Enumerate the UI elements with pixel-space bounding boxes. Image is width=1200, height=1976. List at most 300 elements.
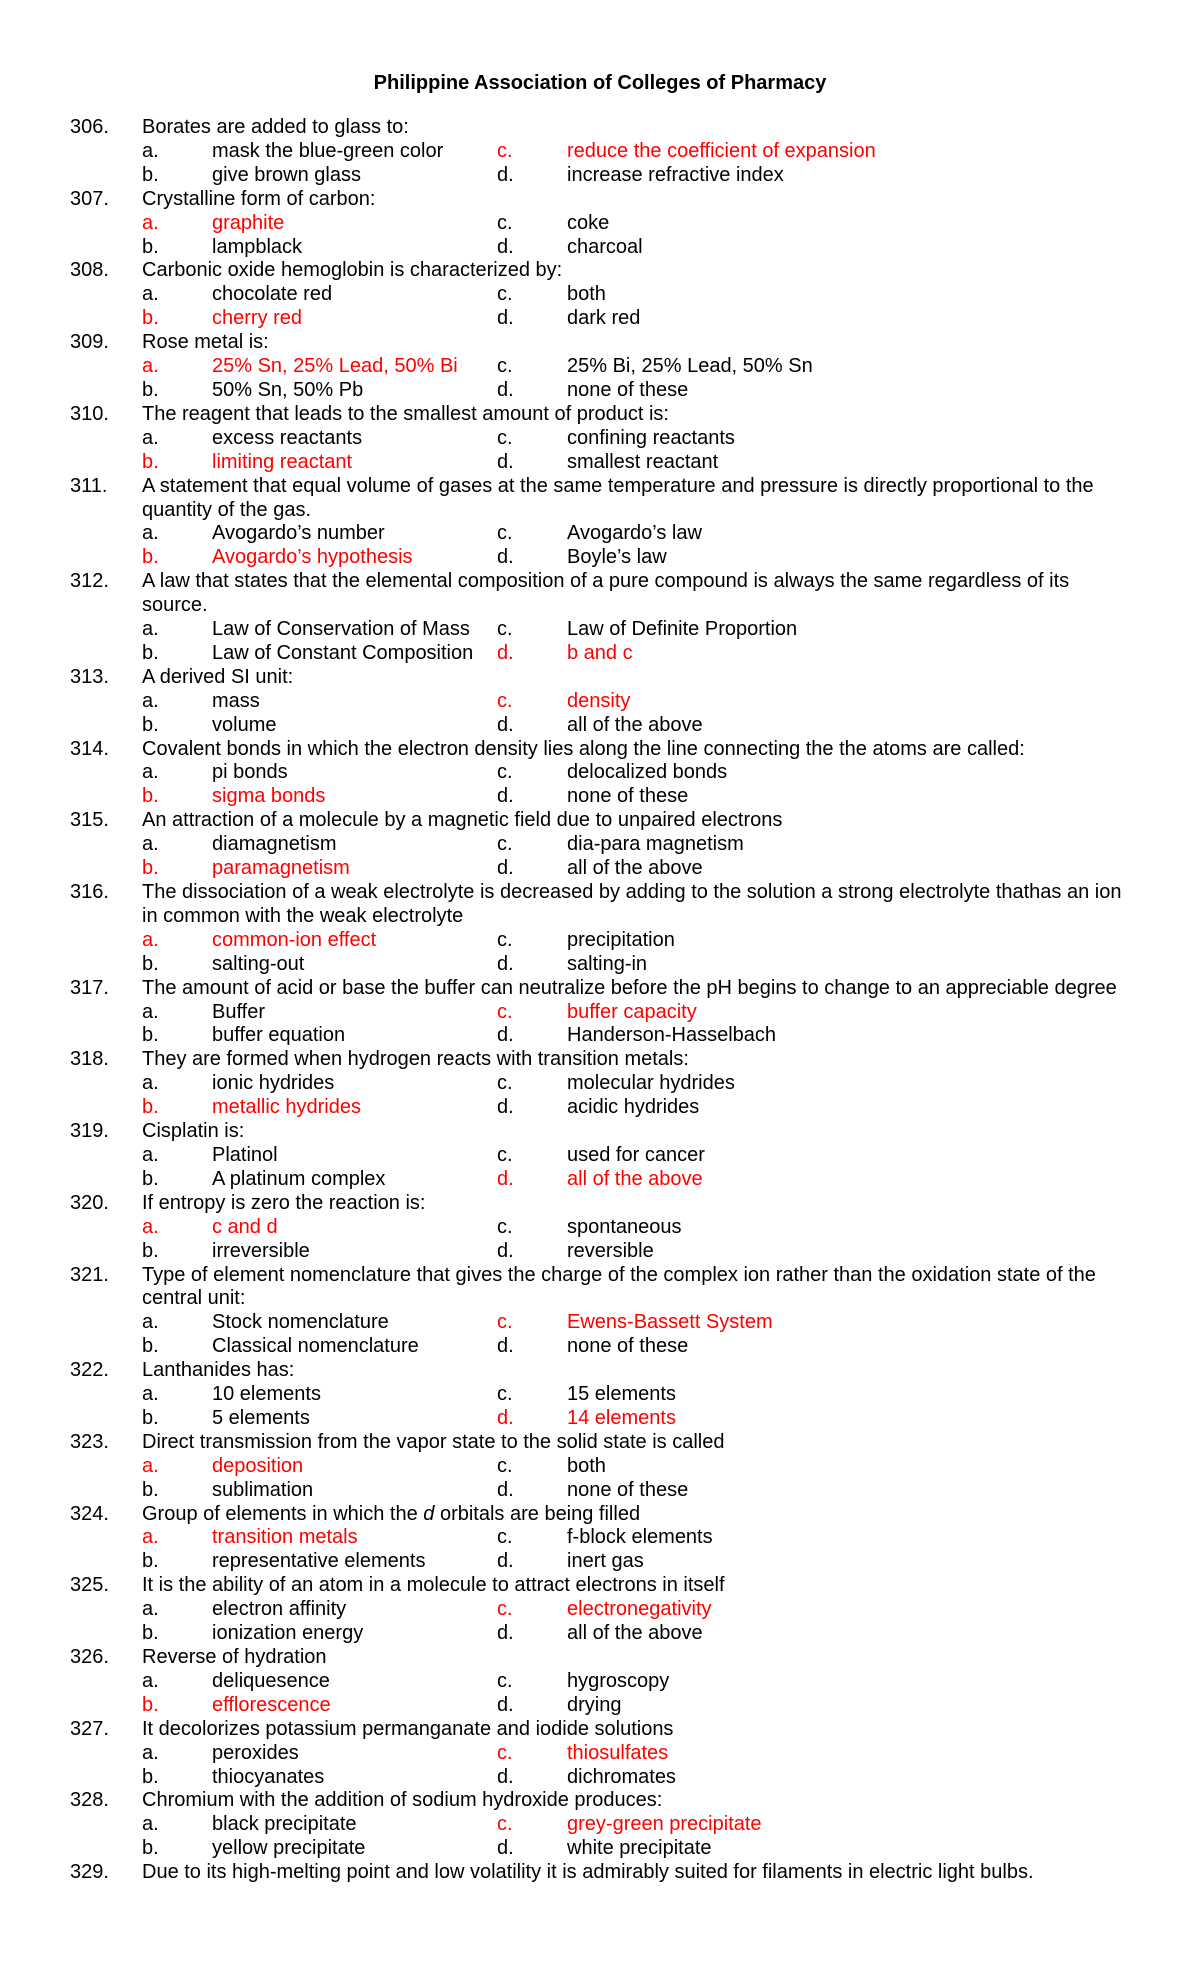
choice-d: [497, 451, 1140, 475]
choice-letter: b.: [142, 378, 159, 401]
choice-text: give brown glass: [212, 163, 361, 186]
question-text: A law that states that the elemental composition of a pure compound is always the same regardless of its source.: [142, 570, 1070, 617]
question-row: [70, 977, 1140, 1001]
choice-letter: b.: [142, 1406, 159, 1429]
question-row: [70, 881, 1140, 929]
question-text: A statement that equal volume of gases at the same temperature and pressure is directly proportional to the quantity of the gas.: [142, 474, 1094, 521]
choice-d: [497, 546, 1140, 570]
question-number: 324.: [70, 1502, 109, 1525]
question-item: [70, 1120, 1140, 1192]
choice-d: [497, 1766, 1140, 1790]
choice-text: acidic hydrides: [567, 1096, 700, 1119]
question-text: Lanthanides has:: [142, 1359, 295, 1382]
choice-a: [142, 1072, 497, 1096]
choice-letter: b.: [142, 641, 159, 664]
question-number: 309.: [70, 331, 109, 354]
choice-a: [142, 929, 497, 953]
question-number: 312.: [70, 570, 109, 593]
choice-letter: c.: [497, 1526, 513, 1549]
choice-letter: b.: [142, 1239, 159, 1262]
choice-letter: d.: [497, 235, 514, 258]
choice-text: Avogardo’s law: [567, 522, 702, 545]
choice-a: [142, 522, 497, 546]
choice-text: chocolate red: [212, 283, 333, 306]
question-item: [70, 977, 1140, 1049]
choice-text: Ewens-Bassett System: [567, 1311, 773, 1334]
choice-a: [142, 833, 497, 857]
choice-text: electron affinity: [212, 1598, 347, 1621]
choice-letter: b.: [142, 1335, 159, 1358]
question-item: [70, 809, 1140, 881]
choice-a: [142, 1526, 497, 1550]
question-item: [70, 403, 1140, 475]
question-text: Crystalline form of carbon:: [142, 187, 376, 210]
choice-text: irreversible: [212, 1239, 310, 1262]
choice-letter: d.: [497, 1096, 514, 1119]
choice-row: [70, 1837, 1140, 1861]
choice-d: [497, 1622, 1140, 1646]
choice-letter: c.: [497, 1000, 513, 1023]
choice-letter: d.: [497, 307, 514, 330]
choice-letter: d.: [497, 1693, 514, 1716]
choice-a: [142, 1216, 497, 1240]
choice-letter: c.: [497, 689, 513, 712]
choice-b: [142, 546, 497, 570]
choice-row: [70, 1598, 1140, 1622]
choice-b: [142, 1622, 497, 1646]
question-text: Type of element nomenclature that gives the charge of the complex ion rather than the oxidation state of the central unit:: [142, 1263, 1096, 1310]
choice-letter: d.: [497, 546, 514, 569]
choice-row: [70, 140, 1140, 164]
choice-text: delocalized bonds: [567, 761, 728, 784]
choice-text: common-ion effect: [212, 928, 377, 951]
choice-d: [497, 1479, 1140, 1503]
choice-text: mask the blue-green color: [212, 139, 444, 162]
question-row: [70, 403, 1140, 427]
question-number: 325.: [70, 1574, 109, 1597]
question-item: [70, 1861, 1140, 1885]
question-item: [70, 1718, 1140, 1790]
choice-letter: c.: [497, 522, 513, 545]
choice-c: [497, 618, 1140, 642]
choice-row: [70, 1813, 1140, 1837]
question-number: 308.: [70, 259, 109, 282]
choice-a: [142, 1670, 497, 1694]
choice-a: [142, 427, 497, 451]
choice-text: volume: [212, 713, 277, 736]
document-title: Philippine Association of Colleges of Pharmacy: [373, 72, 827, 94]
choice-row: [70, 1072, 1140, 1096]
choice-letter: b.: [142, 163, 159, 186]
choice-d: [497, 164, 1140, 188]
question-item: [70, 188, 1140, 260]
choice-b: [142, 1479, 497, 1503]
question-item: [70, 259, 1140, 331]
choice-text: all of the above: [567, 713, 703, 736]
choice-text: deposition: [212, 1454, 304, 1477]
choice-a: [142, 1598, 497, 1622]
question-item: [70, 116, 1140, 188]
question-number: 323.: [70, 1430, 109, 1453]
choice-row: [70, 690, 1140, 714]
choice-letter: b.: [142, 1622, 159, 1645]
choice-letter: b.: [142, 1478, 159, 1501]
choice-text: charcoal: [567, 235, 643, 258]
question-text: Carbonic oxide hemoglobin is characterized by:: [142, 259, 563, 282]
choice-letter: b.: [142, 450, 159, 473]
choice-letter: d.: [497, 952, 514, 975]
choice-letter: d.: [497, 378, 514, 401]
choice-c: [497, 1455, 1140, 1479]
choice-b: [142, 1550, 497, 1574]
choice-letter: d.: [497, 1335, 514, 1358]
choice-text: both: [567, 1454, 606, 1477]
choice-text: grey-green precipitate: [567, 1813, 762, 1836]
choice-text: all of the above: [567, 1622, 703, 1645]
question-row: [70, 475, 1140, 523]
choice-text: white precipitate: [567, 1837, 712, 1860]
choice-row: [70, 427, 1140, 451]
choice-letter: c.: [497, 761, 513, 784]
question-text: [142, 1503, 1140, 1527]
choice-text: salting-out: [212, 952, 305, 975]
choice-row: [70, 1383, 1140, 1407]
choice-text: Buffer: [212, 1000, 265, 1023]
choice-letter: a.: [142, 211, 159, 234]
choice-text: Platinol: [212, 1143, 278, 1166]
question-number: 307.: [70, 187, 109, 210]
choice-text: Avogardo’s number: [212, 522, 385, 545]
choice-letter: d.: [497, 1239, 514, 1262]
choice-row: [70, 1766, 1140, 1790]
choice-text: none of these: [567, 1478, 689, 1501]
choice-letter: b.: [142, 1765, 159, 1788]
choice-text: lampblack: [212, 235, 303, 258]
choice-d: [497, 857, 1140, 881]
choice-text: buffer capacity: [567, 1000, 697, 1023]
choice-letter: b.: [142, 307, 159, 330]
choice-row: [70, 379, 1140, 403]
choice-b: [142, 1335, 497, 1359]
choice-row: [70, 1335, 1140, 1359]
choice-letter: d.: [497, 1622, 514, 1645]
choice-d: [497, 236, 1140, 260]
question-number: 328.: [70, 1789, 109, 1812]
choice-b: [142, 953, 497, 977]
choice-row: [70, 1622, 1140, 1646]
question-text: Borates are added to glass to:: [142, 116, 409, 138]
choice-b: [142, 714, 497, 738]
choice-text: black precipitate: [212, 1813, 357, 1836]
choice-text: spontaneous: [567, 1215, 682, 1238]
choice-row: [70, 1694, 1140, 1718]
choice-b: [142, 451, 497, 475]
choice-d: [497, 1407, 1140, 1431]
choice-row: [70, 1670, 1140, 1694]
choice-text: all of the above: [567, 857, 703, 880]
choice-letter: a.: [142, 1669, 159, 1692]
choice-text: dichromates: [567, 1765, 676, 1788]
choice-row: [70, 1168, 1140, 1192]
choice-text: paramagnetism: [212, 857, 350, 880]
question-row: [70, 1192, 1140, 1216]
question-item: [70, 881, 1140, 977]
choice-letter: b.: [142, 1693, 159, 1716]
choice-row: [70, 1096, 1140, 1120]
question-item: [70, 1574, 1140, 1646]
choice-text: Avogardo’s hypothesis: [212, 546, 413, 569]
choice-d: [497, 1550, 1140, 1574]
choice-text: all of the above: [567, 1167, 703, 1190]
choice-d: [497, 379, 1140, 403]
choice-text: none of these: [567, 378, 689, 401]
choice-text: both: [567, 283, 606, 306]
choice-text: metallic hydrides: [212, 1096, 361, 1119]
question-number: 329.: [70, 1861, 109, 1884]
choice-text: pi bonds: [212, 761, 288, 784]
question-text: Rose metal is:: [142, 331, 269, 354]
choice-text: representative elements: [212, 1550, 426, 1573]
choice-row: [70, 618, 1140, 642]
choice-letter: a.: [142, 355, 159, 378]
choice-letter: a.: [142, 1215, 159, 1238]
choice-a: [142, 1144, 497, 1168]
choice-row: [70, 522, 1140, 546]
choice-letter: a.: [142, 139, 159, 162]
question-item: [70, 331, 1140, 403]
choice-text: 5 elements: [212, 1406, 310, 1429]
choice-text: 25% Sn, 25% Lead, 50% Bi: [212, 355, 458, 378]
question-number: 310.: [70, 402, 109, 425]
choice-text: salting-in: [567, 952, 648, 975]
choice-d: [497, 1024, 1140, 1048]
choice-letter: c.: [497, 355, 513, 378]
choice-letter: b.: [142, 857, 159, 880]
question-row: [70, 1574, 1140, 1598]
choice-text: smallest reactant: [567, 450, 719, 473]
question-text-italic: d: [423, 1502, 435, 1525]
question-item: [70, 1789, 1140, 1861]
choice-row: [70, 1550, 1140, 1574]
choice-c: [497, 1311, 1140, 1335]
choice-text: precipitation: [567, 928, 675, 951]
choice-b: [142, 236, 497, 260]
choice-a: [142, 1455, 497, 1479]
choice-b: [142, 379, 497, 403]
choice-text: drying: [567, 1693, 622, 1716]
question-text: Direct transmission from the vapor state to the solid state is called: [142, 1430, 725, 1453]
choice-text: dark red: [567, 307, 641, 330]
choice-text: transition metals: [212, 1526, 358, 1549]
question-text: They are formed when hydrogen reacts with transition metals:: [142, 1048, 689, 1071]
question-text: The amount of acid or base the buffer can neutralize before the pH begins to change to an appreciable degree: [142, 976, 1117, 999]
choice-letter: c.: [497, 928, 513, 951]
choice-letter: b.: [142, 785, 159, 808]
choice-letter: a.: [142, 1454, 159, 1477]
choice-text: thiosulfates: [567, 1741, 669, 1764]
question-row: [70, 331, 1140, 355]
choice-letter: a.: [142, 1813, 159, 1836]
choice-text: f-block elements: [567, 1526, 713, 1549]
choice-letter: a.: [142, 1000, 159, 1023]
choice-letter: a.: [142, 689, 159, 712]
choice-text: 10 elements: [212, 1383, 321, 1406]
choice-a: [142, 618, 497, 642]
choice-text: 50% Sn, 50% Pb: [212, 378, 364, 401]
choice-text: ionization energy: [212, 1622, 364, 1645]
choice-d: [497, 953, 1140, 977]
choice-letter: a.: [142, 1526, 159, 1549]
choice-c: [497, 283, 1140, 307]
choice-row: [70, 1001, 1140, 1025]
choice-d: [497, 1096, 1140, 1120]
choice-letter: d.: [497, 1024, 514, 1047]
question-item: [70, 1048, 1140, 1120]
choice-text: thiocyanates: [212, 1765, 325, 1788]
choice-text: reduce the coefficient of expansion: [567, 139, 876, 162]
choice-b: [142, 1766, 497, 1790]
choice-text: efflorescence: [212, 1693, 331, 1716]
choice-b: [142, 1168, 497, 1192]
choice-c: [497, 929, 1140, 953]
question-row: [70, 1120, 1140, 1144]
question-text: The dissociation of a weak electrolyte is decreased by adding to the solution a strong electrolyte thathas an ion in common with the weak electrolyte: [142, 881, 1122, 927]
choice-letter: a.: [142, 283, 159, 306]
choice-row: [70, 1024, 1140, 1048]
question-number: 327.: [70, 1717, 109, 1740]
question-text: If entropy is zero the reaction is:: [142, 1191, 426, 1214]
choice-d: [497, 642, 1140, 666]
choice-letter: d.: [497, 450, 514, 473]
choice-row: [70, 283, 1140, 307]
choice-b: [142, 307, 497, 331]
choice-letter: b.: [142, 1167, 159, 1190]
question-text: Chromium with the addition of sodium hydroxide produces:: [142, 1789, 663, 1812]
choice-d: [497, 1335, 1140, 1359]
choice-c: [497, 1216, 1140, 1240]
choice-letter: b.: [142, 1024, 159, 1047]
choice-c: [497, 690, 1140, 714]
choice-text: dia-para magnetism: [567, 833, 744, 856]
choice-d: [497, 1694, 1140, 1718]
choice-letter: c.: [497, 1311, 513, 1334]
choice-text: 15 elements: [567, 1383, 676, 1406]
choice-c: [497, 761, 1140, 785]
choice-row: [70, 929, 1140, 953]
question-number: 315.: [70, 809, 109, 832]
question-text: It decolorizes potassium permanganate and iodide solutions: [142, 1717, 674, 1740]
choice-d: [497, 785, 1140, 809]
choice-row: [70, 1742, 1140, 1766]
choice-row: [70, 1216, 1140, 1240]
choice-b: [142, 1694, 497, 1718]
choice-letter: b.: [142, 1837, 159, 1860]
question-text-part: Group of elements in which the: [142, 1502, 424, 1525]
choice-b: [142, 857, 497, 881]
choice-b: [142, 164, 497, 188]
choice-letter: a.: [142, 522, 159, 545]
choice-letter: c.: [497, 833, 513, 856]
choice-letter: c.: [497, 1669, 513, 1692]
choice-row: [70, 355, 1140, 379]
question-text: A derived SI unit:: [142, 665, 294, 688]
choice-text: increase refractive index: [567, 163, 784, 186]
choice-text: none of these: [567, 1335, 689, 1358]
choice-a: [142, 1001, 497, 1025]
choice-c: [497, 1001, 1140, 1025]
choice-text: cherry red: [212, 307, 303, 330]
question-row: [70, 738, 1140, 762]
choice-letter: c.: [497, 1383, 513, 1406]
choice-letter: b.: [142, 1096, 159, 1119]
choice-row: [70, 164, 1140, 188]
question-number: 318.: [70, 1048, 109, 1071]
choice-c: [497, 1383, 1140, 1407]
choice-c: [497, 1072, 1140, 1096]
choice-text: density: [567, 689, 631, 712]
choice-letter: c.: [497, 1215, 513, 1238]
question-row: [70, 1264, 1140, 1312]
question-number: 326.: [70, 1646, 109, 1668]
question-row: [70, 1359, 1140, 1383]
choice-letter: a.: [142, 1598, 159, 1621]
choice-d: [497, 714, 1140, 738]
choice-a: [142, 1311, 497, 1335]
choice-text: mass: [212, 689, 260, 712]
choice-a: [142, 1383, 497, 1407]
question-text-part: orbitals are being filled: [434, 1502, 641, 1525]
choice-letter: a.: [142, 833, 159, 856]
choice-b: [142, 1024, 497, 1048]
choice-letter: b.: [142, 713, 159, 736]
choice-letter: c.: [497, 618, 513, 641]
choice-letter: d.: [497, 785, 514, 808]
question-row: [70, 116, 1140, 140]
question-row: [70, 188, 1140, 212]
question-item: [70, 570, 1140, 666]
question-row: [70, 1431, 1140, 1455]
question-list: [70, 116, 1140, 1885]
question-item: [70, 1264, 1140, 1360]
choice-c: [497, 1598, 1140, 1622]
choice-d: [497, 1240, 1140, 1264]
choice-c: [497, 522, 1140, 546]
question-number: 316.: [70, 881, 109, 903]
question-number: 319.: [70, 1120, 109, 1143]
choice-letter: c.: [497, 426, 513, 449]
choice-c: [497, 1144, 1140, 1168]
choice-c: [497, 355, 1140, 379]
choice-letter: b.: [142, 952, 159, 975]
choice-a: [142, 1742, 497, 1766]
question-number: 320.: [70, 1191, 109, 1214]
choice-text: graphite: [212, 211, 285, 234]
choice-text: 14 elements: [567, 1406, 676, 1429]
choice-letter: b.: [142, 235, 159, 258]
choice-row: [70, 236, 1140, 260]
choice-b: [142, 642, 497, 666]
question-row: [70, 1718, 1140, 1742]
choice-b: [142, 1240, 497, 1264]
choice-letter: a.: [142, 1072, 159, 1095]
question-number: 321.: [70, 1263, 109, 1286]
choice-letter: a.: [142, 1143, 159, 1166]
question-row: [70, 809, 1140, 833]
choice-letter: c.: [497, 1454, 513, 1477]
choice-c: [497, 1670, 1140, 1694]
choice-b: [142, 1407, 497, 1431]
question-item: [70, 738, 1140, 810]
